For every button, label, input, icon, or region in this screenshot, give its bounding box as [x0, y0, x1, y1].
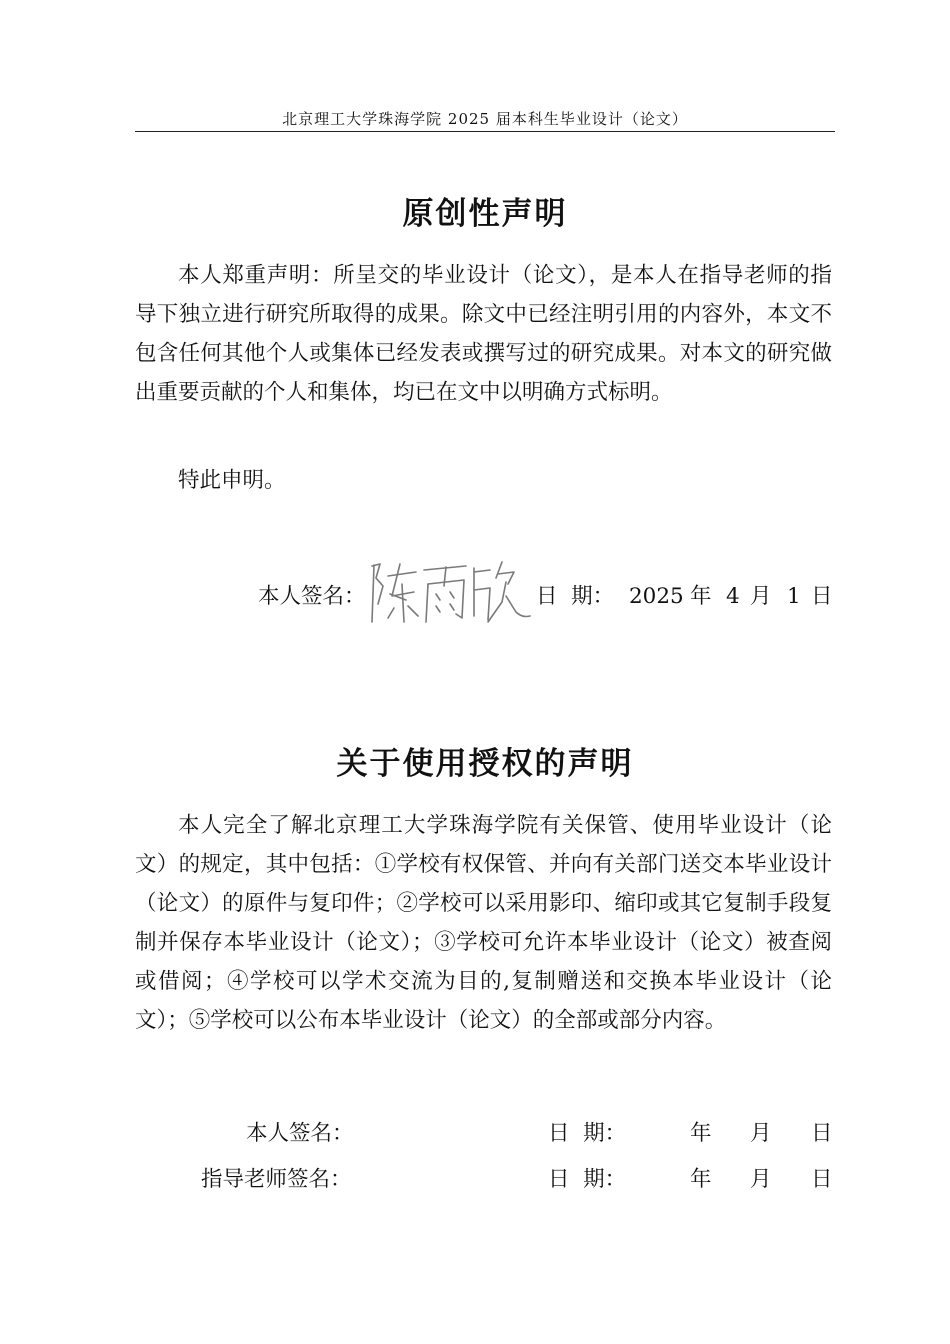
advisor-year-unit: 年 [690, 1167, 712, 1192]
date-label: 日 期： [536, 584, 615, 609]
advisor-month-unit: 月 [750, 1167, 772, 1192]
day-unit: 日 [811, 584, 833, 609]
authorization-statement: 本人完全了解北京理工大学珠海学院有关保管、使用毕业设计（论文）的规定，其中包括：①学校有权保管、并向有关部门送交本毕业设计（论文）的原件与复印件；②学校可以采用影印、缩印或其它复制手段复制并保存本毕业设计（论文）；③学校可允许本毕业设计（论文）被查阅或借阅；④学校可以学术交流为目的,复制赠送和交换本毕业设计（论文）；⑤学校可以公布本毕业设计（论文）的全部或部分内容。 [135, 813, 832, 1033]
author-date-label: 日 期： [548, 1121, 627, 1146]
date-day: 1 [787, 584, 801, 609]
month-unit: 月 [750, 584, 772, 609]
advisor-signature-label: 指导老师签名： [201, 1167, 352, 1192]
originality-closing: 特此申明。 [178, 468, 286, 493]
author-month-unit: 月 [750, 1121, 772, 1146]
advisor-date-label: 日 期： [548, 1167, 627, 1192]
handwritten-signature [366, 556, 532, 628]
date-month: 4 [726, 584, 740, 609]
author-year-unit: 年 [690, 1121, 712, 1146]
page-header: 北京理工大学珠海学院 2025 届本科生毕业设计（论文） [282, 110, 688, 128]
date-year: 2025 [629, 584, 684, 609]
advisor-day-unit: 日 [811, 1167, 833, 1192]
author-signature-label: 本人签名： [246, 1121, 354, 1146]
originality-statement: 本人郑重声明：所呈交的毕业设计（论文），是本人在指导老师的指导下独立进行研究所取得的成果。除文中已经注明引用的内容外，本文不包含任何其他个人或集体已经发表或撰写过的研究成果。对本文的研究做出重要贡献的个人和集体，均已在文中以明确方式标明。 [135, 263, 832, 405]
year-unit: 年 [690, 584, 712, 609]
originality-title: 原创性声明 [402, 196, 568, 232]
authorization-title: 关于使用授权的声明 [336, 746, 634, 782]
header-divider [135, 131, 835, 132]
author-day-unit: 日 [811, 1121, 833, 1146]
signature-label: 本人签名： [258, 584, 366, 609]
